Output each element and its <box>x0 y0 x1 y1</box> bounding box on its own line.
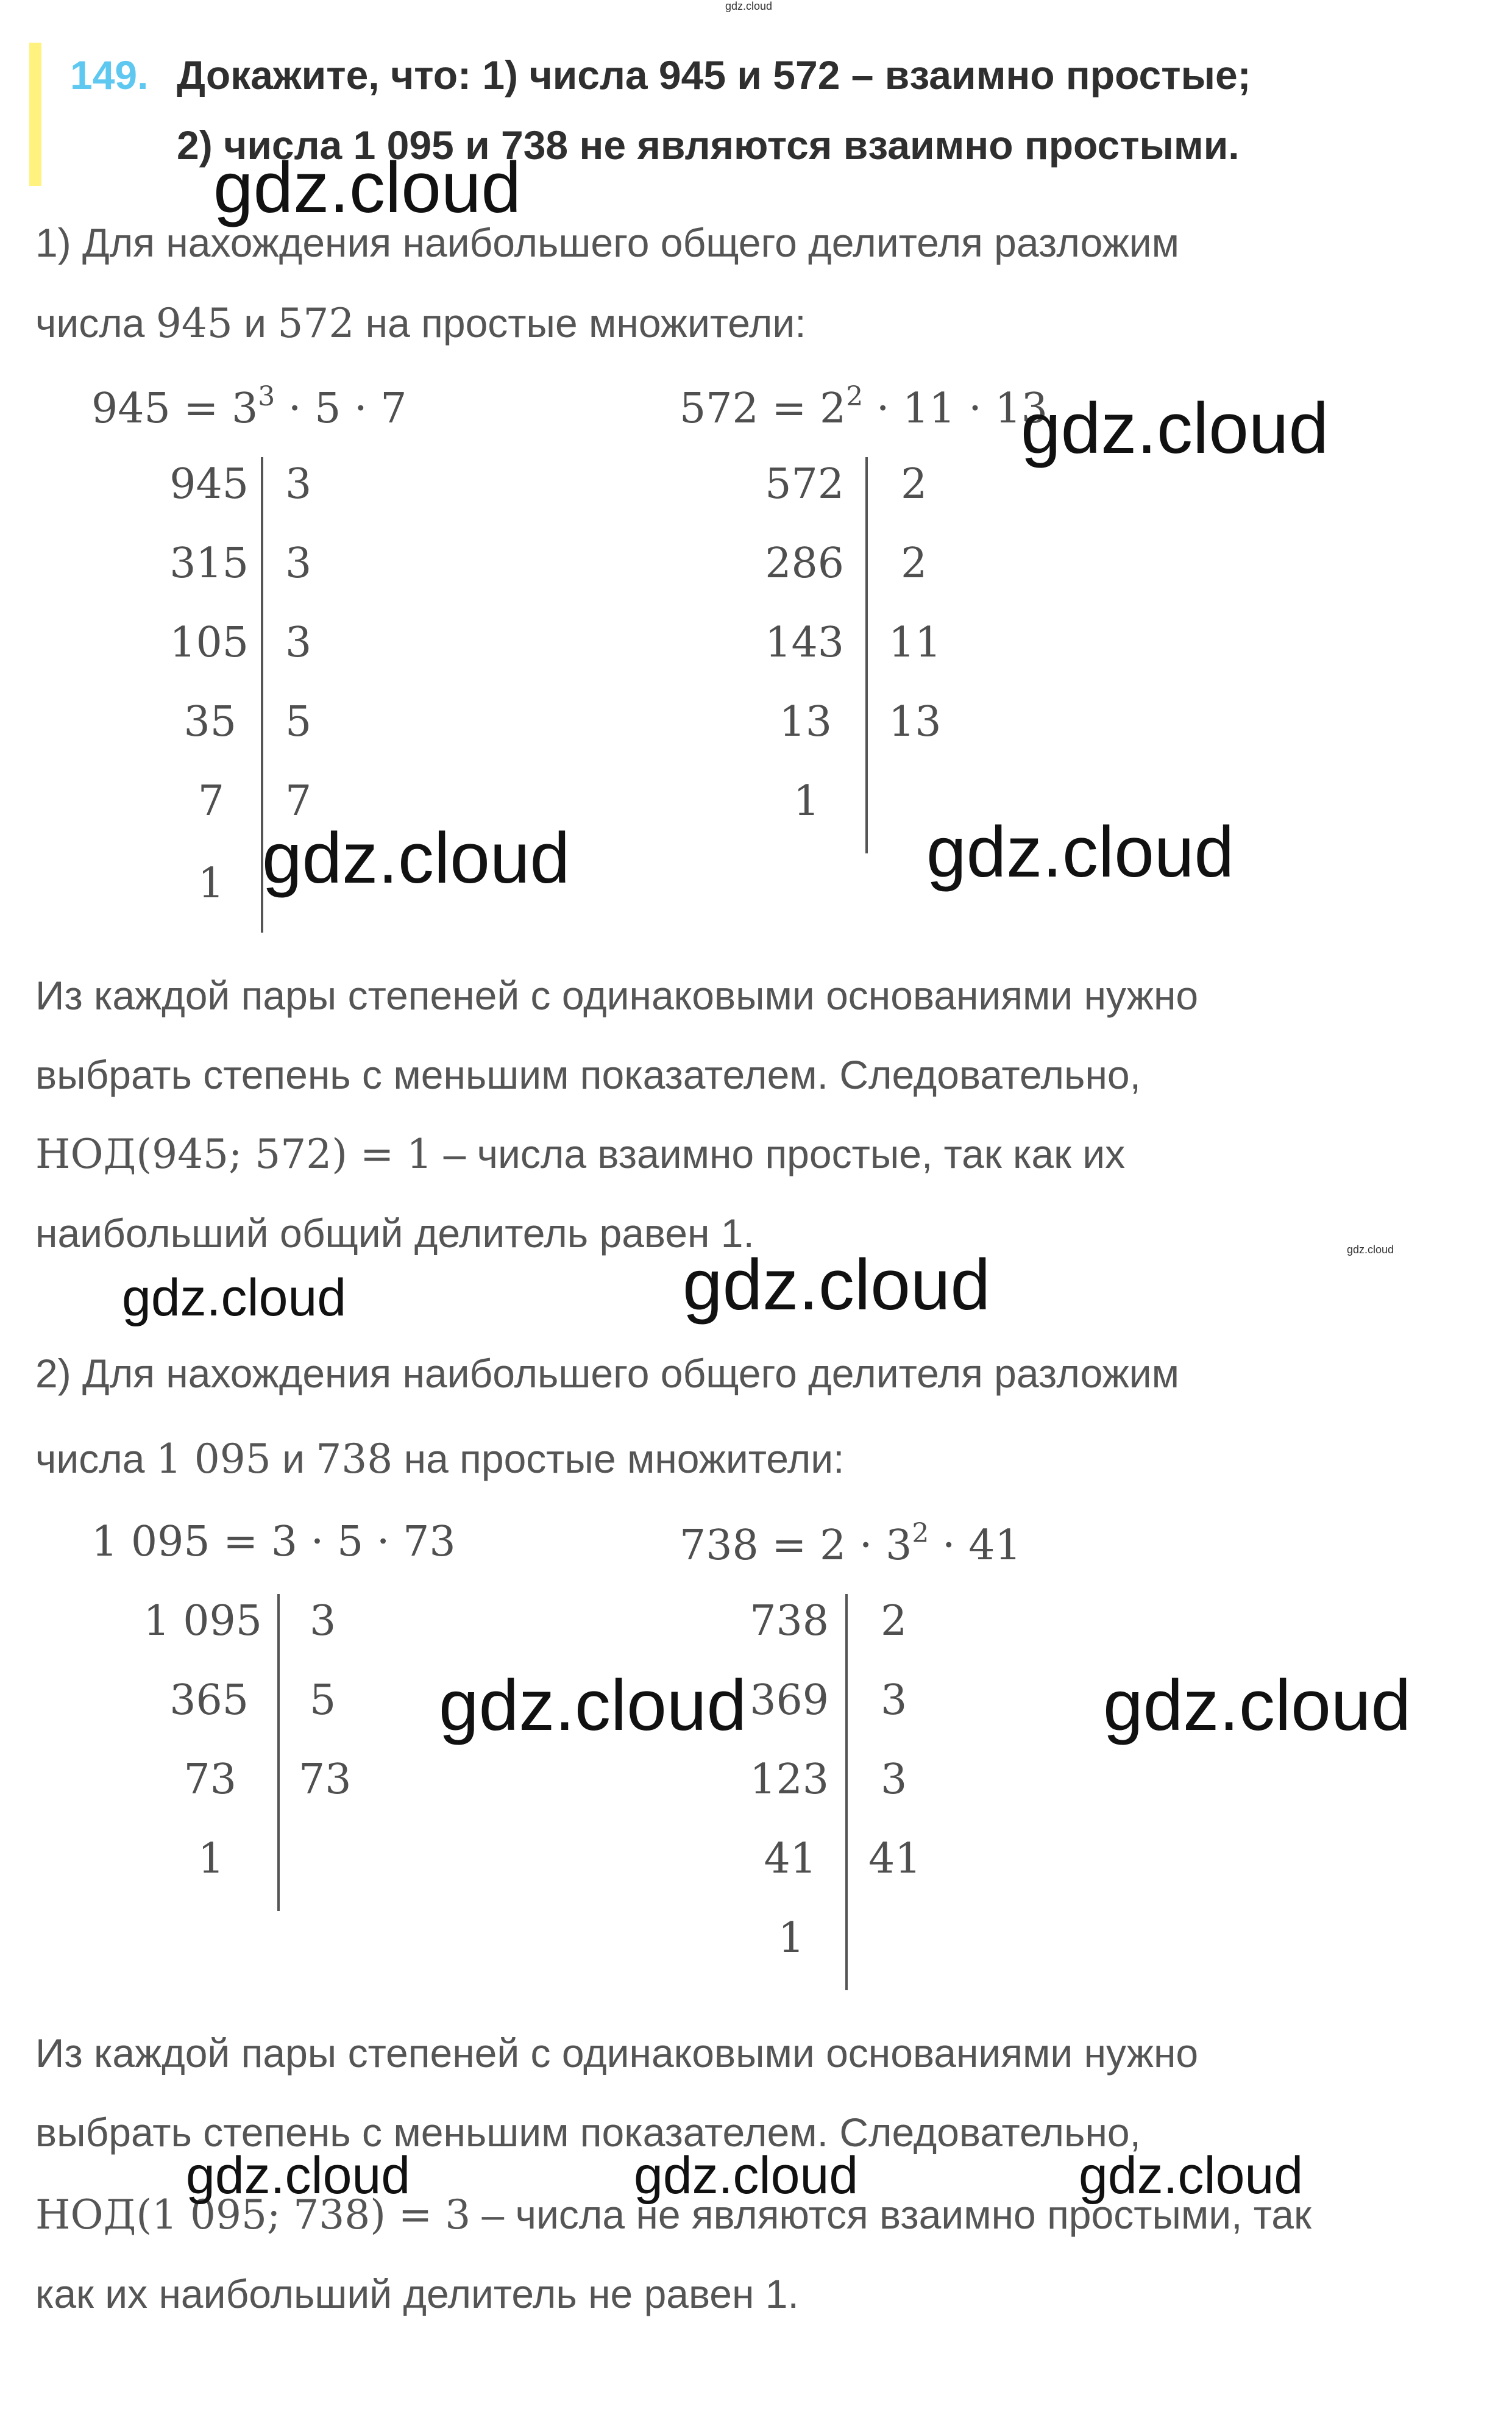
table-cell: 1 <box>778 1914 804 1962</box>
part1-conclusion-3: НОД(945; 572) = 1 – числа взаимно простые, так как их <box>35 1131 1126 1178</box>
table-cell: 13 <box>779 698 832 746</box>
watermark: gdz.cloud <box>122 1269 347 1327</box>
table-cell: 5 <box>310 1676 336 1724</box>
watermark: gdz.cloud <box>1079 2146 1304 2205</box>
part1-intro-1: 1) Для нахождения наибольшего общего делителя разложим <box>35 220 1179 265</box>
part2-eq-1095: 1 095 = 3 · 5 · 73 <box>91 1518 456 1566</box>
part1-conclusion-1: Из каждой пары степеней с одинаковыми основаниями нужно <box>35 973 1199 1018</box>
part1-conclusion-4: наибольший общий делитель равен 1. <box>35 1211 754 1256</box>
part2-intro-2: числа 1 095 и 738 на простые множители: <box>35 1436 845 1482</box>
table-cell: 35 <box>183 698 236 746</box>
watermark: gdz.cloud <box>213 148 522 228</box>
table-cell: 73 <box>299 1756 352 1804</box>
part2-conclusion-4: как их наибольший делитель не равен 1. <box>35 2271 799 2316</box>
table-divider <box>865 457 868 853</box>
table-cell: 2 <box>901 460 928 508</box>
table-cell: 3 <box>285 619 312 667</box>
table-cell: 945 <box>169 460 249 508</box>
part2-eq-738: $738 = 2 \cdot 3^2 \cdot 41$ <box>680 1518 1021 1570</box>
table-cell: 1 <box>793 777 820 825</box>
table-cell: 11 <box>889 619 942 667</box>
table-divider <box>277 1594 280 1911</box>
table-cell: 3 <box>310 1597 336 1645</box>
table-cell: 7 <box>285 777 312 825</box>
table-cell: 105 <box>169 619 249 667</box>
table-cell: 41 <box>868 1835 921 1883</box>
part1-eq-572: $572 = 2^2 \cdot 11 \cdot 13$ <box>680 381 1048 433</box>
table-cell: 286 <box>765 539 844 588</box>
table-cell: 365 <box>169 1676 249 1724</box>
table-cell: 1 <box>197 1835 224 1883</box>
table-cell: 572 <box>765 460 844 508</box>
table-cell: 2 <box>881 1597 907 1645</box>
part1-eq-945: $945 = 3^3 \cdot 5 \cdot 7$ <box>91 381 407 433</box>
watermark: gdz.cloud <box>1103 1665 1411 1746</box>
watermark: gdz.cloud <box>683 1245 991 1325</box>
table-cell: 41 <box>764 1835 817 1883</box>
table-cell: 3 <box>285 539 312 588</box>
table-cell: 123 <box>750 1756 829 1804</box>
task-line-2: 2) числа 1 095 и 738 не являются взаимно простыми. <box>177 123 1240 168</box>
watermark: gdz.cloud <box>1347 1244 1394 1256</box>
table-cell: 1 095 <box>143 1597 262 1645</box>
part2-conclusion-2: выбрать степень с меньшим показателем. Следовательно, <box>35 2110 1141 2155</box>
table-cell: 143 <box>765 619 844 667</box>
task-line-1: Докажите, что: 1) числа 945 и 572 – взаимно простые; <box>177 52 1251 98</box>
task-number: 149. <box>70 52 149 98</box>
table-cell: 7 <box>197 777 224 825</box>
table-cell: 1 <box>197 859 224 908</box>
table-cell: 369 <box>750 1676 829 1724</box>
watermark-top: gdz.cloud <box>725 0 773 12</box>
watermark: gdz.cloud <box>634 2146 859 2205</box>
table-cell: 3 <box>881 1756 907 1804</box>
table-cell: 73 <box>183 1756 236 1804</box>
table-cell: 315 <box>169 539 249 588</box>
part2-conclusion-3: НОД(1 095; 738) = 3 – числа не являются взаимно простыми, так <box>35 2191 1311 2238</box>
table-cell: 2 <box>901 539 928 588</box>
watermark: gdz.cloud <box>439 1665 747 1746</box>
part2-intro-1: 2) Для нахождения наибольшего общего делителя разложим <box>35 1351 1179 1396</box>
watermark: gdz.cloud <box>926 812 1235 892</box>
table-cell: 13 <box>889 698 942 746</box>
watermark: gdz.cloud <box>1021 388 1329 469</box>
table-cell: 5 <box>285 698 312 746</box>
table-cell: 738 <box>750 1597 829 1645</box>
task-accent-bar <box>29 43 41 186</box>
table-cell: 3 <box>285 460 312 508</box>
watermark: gdz.cloud <box>262 818 570 898</box>
part1-conclusion-2: выбрать степень с меньшим показателем. Следовательно, <box>35 1052 1141 1097</box>
part1-intro-2: числа 945 и 572 на простые множители: <box>35 300 806 347</box>
part2-conclusion-1: Из каждой пары степеней с одинаковыми основаниями нужно <box>35 2030 1199 2076</box>
watermark: gdz.cloud <box>186 2146 411 2205</box>
table-divider <box>845 1594 848 1990</box>
table-cell: 3 <box>881 1676 907 1724</box>
